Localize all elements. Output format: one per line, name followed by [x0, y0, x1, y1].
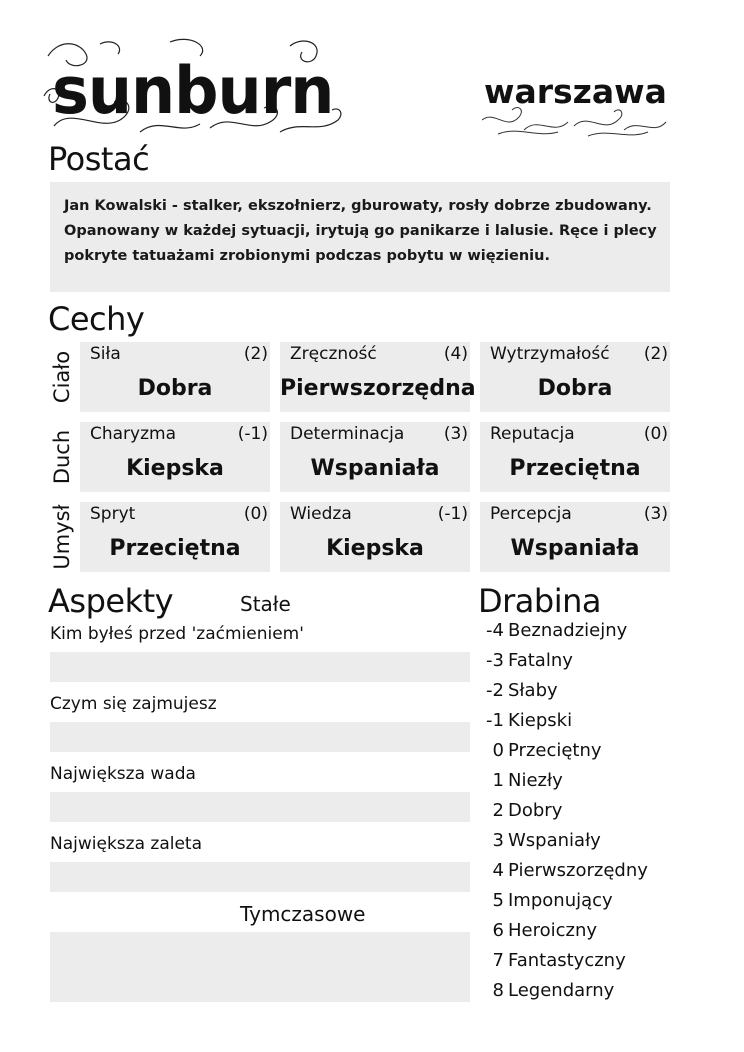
- aspect-field-before[interactable]: [50, 652, 470, 682]
- trait-value: (-1): [437, 504, 468, 524]
- ladder-row: 3 Wspaniały: [492, 830, 601, 851]
- aspect-label-virtue: Największa zaleta: [50, 834, 202, 854]
- trait-value: (3): [643, 504, 668, 524]
- trait-row-label-spirit: Duch: [50, 429, 74, 485]
- trait-name: Percepcja: [490, 504, 572, 524]
- trait-value: (0): [643, 424, 668, 444]
- ladder-row: -1 Kiepski: [486, 710, 573, 731]
- traits-title: Cechy: [48, 300, 145, 338]
- trait-name: Determinacja: [290, 424, 405, 444]
- trait-name: Charyzma: [90, 424, 177, 444]
- trait-name: Zręczność: [290, 344, 377, 364]
- trait-value: (-1): [237, 424, 268, 444]
- trait-name: Reputacja: [490, 424, 575, 444]
- trait-name: Spryt: [90, 504, 136, 524]
- aspects-title: Aspekty: [48, 582, 174, 620]
- aspect-label-flaw: Największa wada: [50, 764, 196, 784]
- warszawa-logo: [478, 70, 670, 140]
- sunburn-logo: [40, 36, 345, 136]
- aspect-label-before: Kim byłeś przed 'zaćmieniem': [50, 624, 304, 644]
- trait-name: Siła: [90, 344, 121, 364]
- ladder-row: 1 Niezły: [492, 770, 563, 791]
- ladder-row: 0 Przeciętny: [492, 740, 602, 761]
- ladder-row: 4 Pierwszorzędny: [492, 860, 648, 881]
- aspect-field-occupation[interactable]: [50, 722, 470, 752]
- trait-row-label-body: Ciało: [50, 350, 74, 404]
- character-title: Postać: [48, 140, 150, 178]
- trait-value: (4): [443, 344, 468, 364]
- trait-endurance[interactable]: [480, 342, 670, 412]
- trait-level: Przeciętna: [509, 456, 641, 481]
- trait-knowledge[interactable]: [280, 502, 470, 572]
- trait-row-label-mind: Umysł: [50, 504, 74, 570]
- trait-level: Wspaniała: [310, 456, 440, 481]
- character-description: Jan Kowalski - stalker, ekszołnierz, gburowaty, rosły dobrze zbudowany. Opanowany w każdej sytuacji, irytują go panikarze i lalusie. Ręce i plecy pokryte tatuażami zrobionymi podczas pobytu w więzieniu.: [64, 198, 657, 264]
- trait-value: (2): [243, 344, 268, 364]
- trait-level: Pierwszorzędna: [280, 376, 476, 401]
- ladder-row: 2 Dobry: [492, 800, 563, 821]
- logo-sub-text: warszawa: [484, 72, 667, 111]
- trait-perception[interactable]: [480, 502, 670, 572]
- ladder-row: 5 Imponujący: [492, 890, 613, 911]
- trait-level: Kiepska: [126, 456, 224, 481]
- trait-cunning[interactable]: [80, 502, 270, 572]
- aspect-label-occupation: Czym się zajmujesz: [50, 694, 217, 714]
- aspect-field-virtue[interactable]: [50, 862, 470, 892]
- trait-level: Przeciętna: [109, 536, 241, 561]
- ladder-row: 8 Legendarny: [492, 980, 615, 1001]
- character-description-box[interactable]: [50, 182, 670, 292]
- aspects-fixed-label: Stałe: [240, 592, 291, 616]
- aspect-field-flaw[interactable]: [50, 792, 470, 822]
- trait-name: Wytrzymałość: [490, 344, 610, 364]
- trait-strength[interactable]: [80, 342, 270, 412]
- trait-level: Kiepska: [326, 536, 424, 561]
- trait-level: Wspaniała: [510, 536, 640, 561]
- aspects-temporary-label: Tymczasowe: [240, 902, 366, 926]
- ladder-row: -3 Fatalny: [486, 650, 573, 671]
- aspect-field-temporary[interactable]: [50, 932, 470, 1002]
- ladder-row: -2 Słaby: [486, 680, 558, 701]
- trait-value: (2): [643, 344, 668, 364]
- ladder-row: -4 Beznadziejny: [486, 620, 628, 641]
- trait-determination[interactable]: [280, 422, 470, 492]
- ladder-row: 7 Fantastyczny: [492, 950, 626, 971]
- trait-value: (0): [243, 504, 268, 524]
- trait-level: Dobra: [137, 376, 213, 401]
- ladder-row: 6 Heroiczny: [492, 920, 598, 941]
- trait-reputation[interactable]: [480, 422, 670, 492]
- trait-level: Dobra: [537, 376, 613, 401]
- ladder-title: Drabina: [478, 582, 601, 620]
- trait-charisma[interactable]: [80, 422, 270, 492]
- trait-agility[interactable]: [280, 342, 476, 412]
- trait-name: Wiedza: [290, 504, 352, 524]
- trait-value: (3): [443, 424, 468, 444]
- logo-main-text: sunburn: [52, 52, 334, 129]
